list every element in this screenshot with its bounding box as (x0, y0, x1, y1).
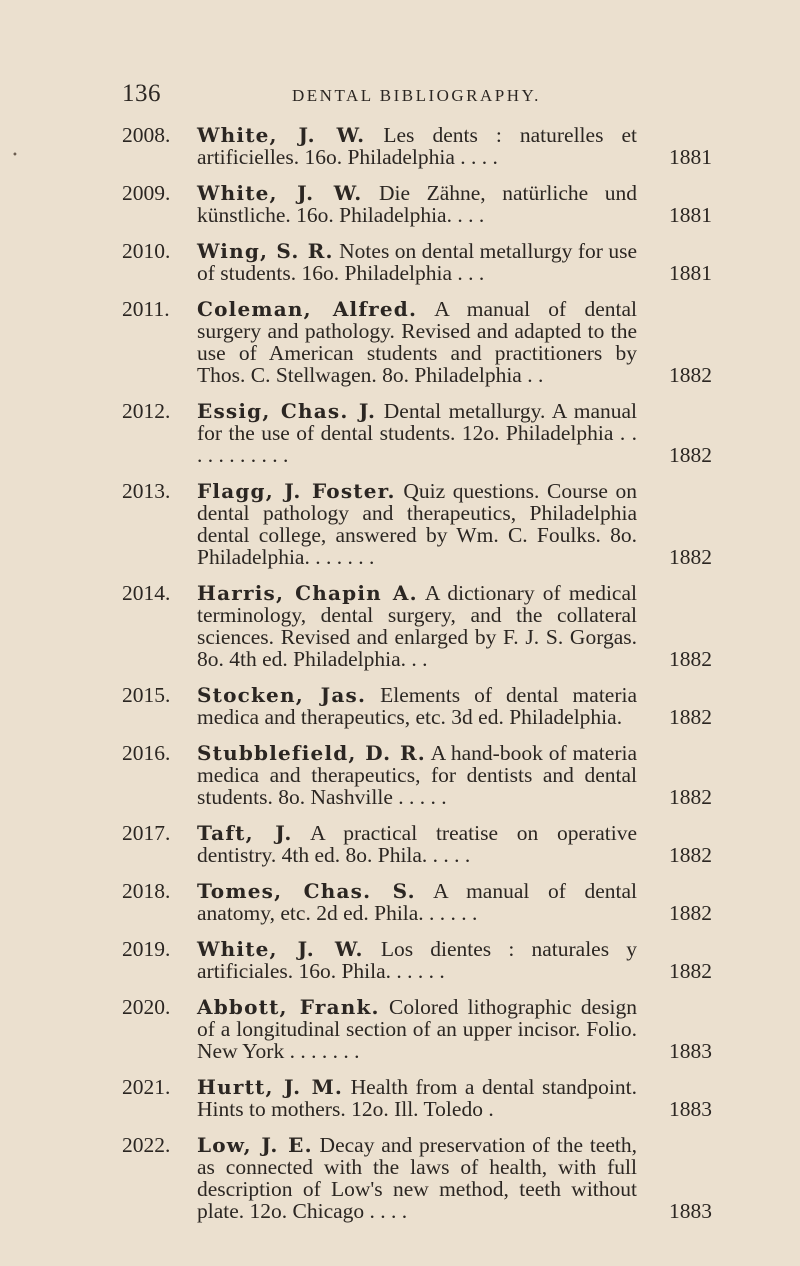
bibliography-entry (122, 684, 712, 728)
entry-number: 2017. (122, 821, 171, 845)
entry-year: 1882 (669, 785, 712, 809)
entry-author: Flagg, J. Foster. (197, 479, 396, 503)
entry-body (197, 182, 637, 226)
entry-number: 2013. (122, 479, 171, 503)
bibliography-entry (122, 480, 712, 568)
entry-year: 1881 (669, 145, 712, 169)
bibliography-entry (122, 582, 712, 670)
entry-number: 2010. (122, 239, 171, 263)
entry-body (197, 996, 637, 1062)
entry-number: 2020. (122, 995, 171, 1019)
entry-author: Stubblefield, D. R. (197, 741, 426, 765)
entry-author: White, J. W. (197, 123, 366, 147)
bibliography-entry (122, 1076, 712, 1120)
entry-title: A manual of dental anatomy, etc. 2d ed. Phila. . . . . . (197, 879, 637, 925)
bibliography-entry (122, 1134, 712, 1222)
entry-year: 1882 (669, 843, 712, 867)
entry-title: Decay and preservation of the teeth, as connected with the laws of health, with full description of Low's new method, teeth without plate. 12o. Chicago . . . . (197, 1133, 637, 1223)
paper-blemish: • (12, 150, 18, 161)
bibliography-entry (122, 880, 712, 924)
entry-body (197, 582, 637, 670)
entry-title: A practical treatise on operative dentistry. 4th ed. 8o. Phila. . . . . (197, 821, 637, 867)
entry-body (197, 400, 637, 466)
entry-number: 2008. (122, 123, 171, 147)
entry-year: 1883 (669, 1039, 712, 1063)
entry-author: Tomes, Chas. S. (197, 879, 416, 903)
entry-author: Stocken, Jas. (197, 683, 367, 707)
entry-year: 1882 (669, 901, 712, 925)
bibliography-entry (122, 298, 712, 386)
entry-year: 1883 (669, 1199, 712, 1223)
entry-number: 2022. (122, 1133, 171, 1157)
entry-title: Los dientes : naturales y artificiales. 16o. Phila. . . . . . (197, 937, 637, 983)
entry-title: Quiz questions. Course on dental pathology and therapeutics, Philadelphia dental college, answered by Wm. C. Foulks. 8o. Philadelphia. . . . . . . (197, 479, 638, 569)
entry-author: White, J. W. (197, 181, 363, 205)
entry-body (197, 684, 637, 728)
entry-body (197, 742, 637, 808)
entry-body (197, 880, 637, 924)
entry-title: Dental metallurgy. A manual for the use of dental students. 12o. Philadelphia . . . . . . . . . . . (197, 399, 637, 467)
entry-year: 1882 (669, 545, 712, 569)
entry-title: A hand-book of materia medica and therapeutics, for dentists and dental students. 8o. Nashville . . . . . (197, 741, 637, 809)
bibliography-entry (122, 182, 712, 226)
entry-title: Notes on dental metallurgy for use of students. 16o. Philadelphia . . . (197, 239, 637, 285)
bibliography-list (122, 124, 712, 1236)
entry-year: 1882 (669, 647, 712, 671)
bibliography-entry (122, 400, 712, 466)
entry-title: Health from a dental standpoint. Hints to mothers. 12o. Ill. Toledo . (197, 1075, 637, 1121)
entry-year: 1883 (669, 1097, 712, 1121)
entry-number: 2014. (122, 581, 171, 605)
page-header (122, 80, 712, 110)
entry-body (197, 480, 637, 568)
bibliography-entry (122, 124, 712, 168)
entry-body (197, 938, 637, 982)
entry-author: White, J. W. (197, 937, 364, 961)
entry-number: 2016. (122, 741, 171, 765)
entry-title: A manual of dental surgery and pathology. Revised and adapted to the use of American students and practitioners by Thos. C. Stellwagen. 8o. Philadelphia . . (197, 297, 637, 387)
entry-body (197, 1076, 637, 1120)
bibliography-entry (122, 742, 712, 808)
entry-title: Die Zähne, natürliche und künstliche. 16o. Philadelphia. . . . (197, 181, 637, 227)
entry-author: Wing, S. R. (197, 239, 334, 263)
entry-number: 2011. (122, 297, 170, 321)
page-number: 136 (122, 80, 161, 107)
entry-body (197, 240, 637, 284)
entry-author: Harris, Chapin A. (197, 581, 418, 605)
entry-body (197, 822, 637, 866)
entry-number: 2009. (122, 181, 171, 205)
entry-author: Essig, Chas. J. (197, 399, 377, 423)
entry-year: 1881 (669, 261, 712, 285)
entry-author: Low, J. E. (197, 1133, 313, 1157)
entry-year: 1882 (669, 443, 712, 467)
entry-year: 1881 (669, 203, 712, 227)
entry-number: 2018. (122, 879, 171, 903)
entry-year: 1882 (669, 705, 712, 729)
entry-title: A dictionary of medical terminology, dental surgery, and the collateral sciences. Revised and enlarged by F. J. S. Gorgas. 8o. 4th ed. Philadelphia. . . (197, 581, 637, 671)
bibliography-entry (122, 822, 712, 866)
entry-title: Elements of dental materia medica and therapeutics, etc. 3d ed. Philadelphia. (197, 683, 638, 729)
entry-number: 2015. (122, 683, 171, 707)
entry-author: Taft, J. (197, 821, 293, 845)
entry-body (197, 298, 637, 386)
bibliography-entry (122, 938, 712, 982)
entry-number: 2021. (122, 1075, 171, 1099)
entry-author: Hurtt, J. M. (197, 1075, 344, 1099)
bibliography-entry (122, 240, 712, 284)
entry-author: Coleman, Alfred. (197, 297, 418, 321)
entry-title: Les dents : naturelles et artificielles. 16o. Philadelphia . . . . (197, 123, 637, 169)
bibliography-entry (122, 996, 712, 1062)
running-head: DENTAL BIBLIOGRAPHY. (292, 86, 541, 105)
entry-number: 2019. (122, 937, 171, 961)
entry-number: 2012. (122, 399, 171, 423)
entry-author: Abbott, Frank. (197, 995, 380, 1019)
entry-body (197, 124, 637, 168)
entry-year: 1882 (669, 959, 712, 983)
entry-year: 1882 (669, 363, 712, 387)
entry-title: Colored lithographic design of a longitudinal section of an upper incisor. Folio. New York . . . . . . . (197, 995, 638, 1063)
entry-body (197, 1134, 637, 1222)
